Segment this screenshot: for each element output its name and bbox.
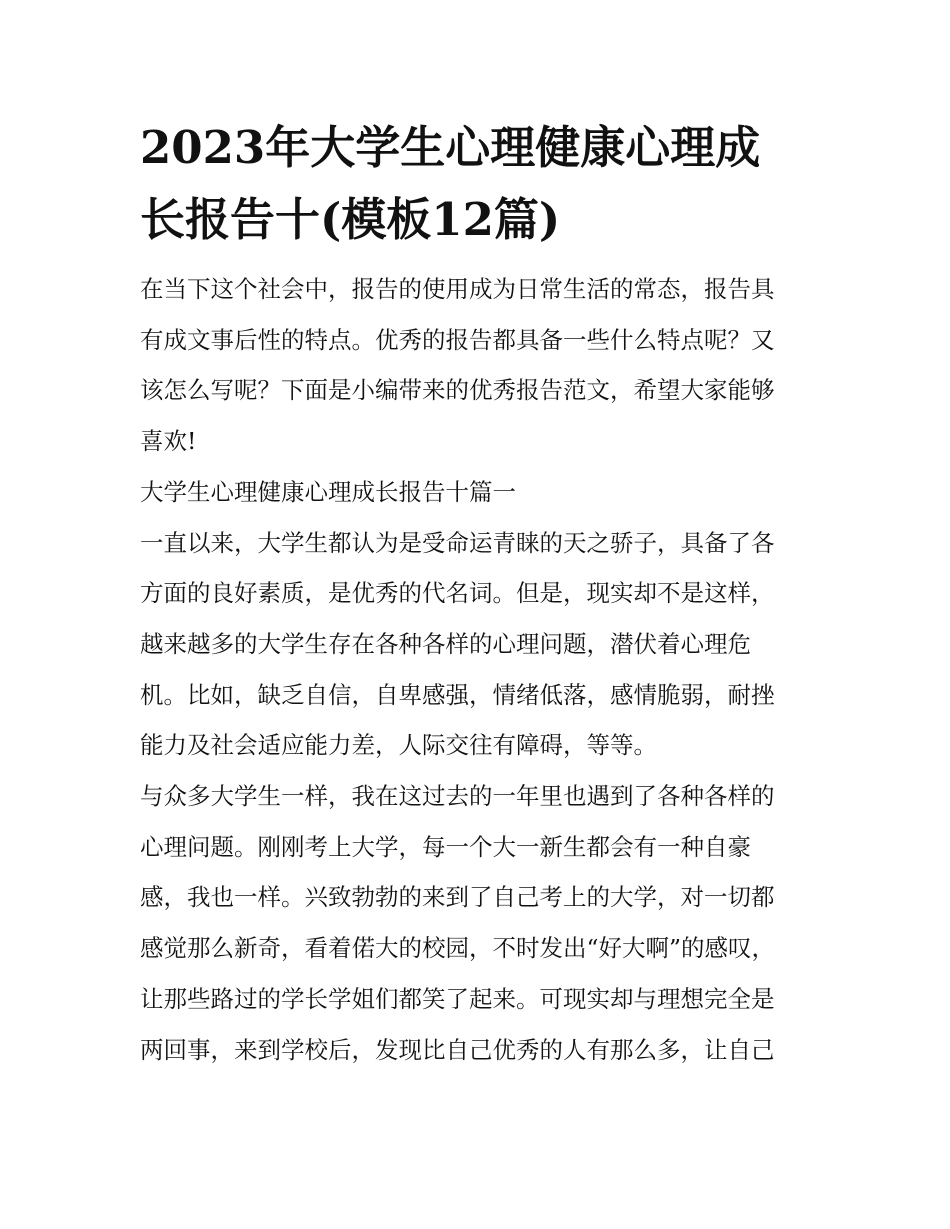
body-paragraph [140, 771, 812, 1075]
text-line: 能力及社会适应能力差，人际交往有障碍，等等。 [140, 731, 657, 760]
text-line: 在当下这个社会中，报告的使用成为日常生活的常态，报告具 [140, 275, 775, 303]
intro-paragraph [140, 264, 812, 467]
title-line: 2023年大学生心理健康心理成 [140, 121, 761, 174]
text-line: 方面的良好素质，是优秀的代名词。但是，现实却不是这样， [140, 579, 775, 608]
document-page [140, 112, 812, 1075]
section-heading [140, 467, 812, 518]
text-line: 一直以来，大学生都认为是受命运青睐的天之骄子，具备了各 [140, 528, 775, 557]
text-line: 感，我也一样。兴致勃勃的来到了自己考上的大学，对一切都 [140, 883, 775, 912]
text-line: 越来越多的大学生存在各种各样的心理问题，潜伏着心理危 [140, 629, 751, 658]
text-line: 与众多大学生一样，我在这过去的一年里也遇到了各种各样的 [140, 782, 775, 811]
body-paragraph [140, 518, 812, 772]
text-line: 让那些路过的学长学姐们都笑了起来。可现实却与理想完全是 [140, 984, 775, 1013]
text-line: 喜欢! [140, 427, 197, 456]
text-line: 机。比如，缺乏自信，自卑感强，情绪低落，感情脆弱，耐挫 [140, 680, 775, 709]
text-line: 感觉那么新奇，看着偌大的校园，不时发出“好大啊”的感叹， [140, 934, 776, 963]
text-line: 有成文事后性的特点。优秀的报告都具备一些什么特点呢？又 [140, 325, 775, 354]
text-line: 心理问题。刚刚考上大学，每一个大一新生都会有一种自豪 [140, 832, 751, 861]
title-line: 长报告十(模板12篇) [140, 193, 561, 246]
text-line: 两回事，来到学校后，发现比自己优秀的人有那么多，让自己 [140, 1035, 775, 1064]
text-line: 大学生心理健康心理成长报告十篇一 [140, 477, 516, 506]
document-title [140, 112, 812, 256]
text-line: 该怎么写呢？下面是小编带来的优秀报告范文，希望大家能够 [140, 376, 775, 405]
